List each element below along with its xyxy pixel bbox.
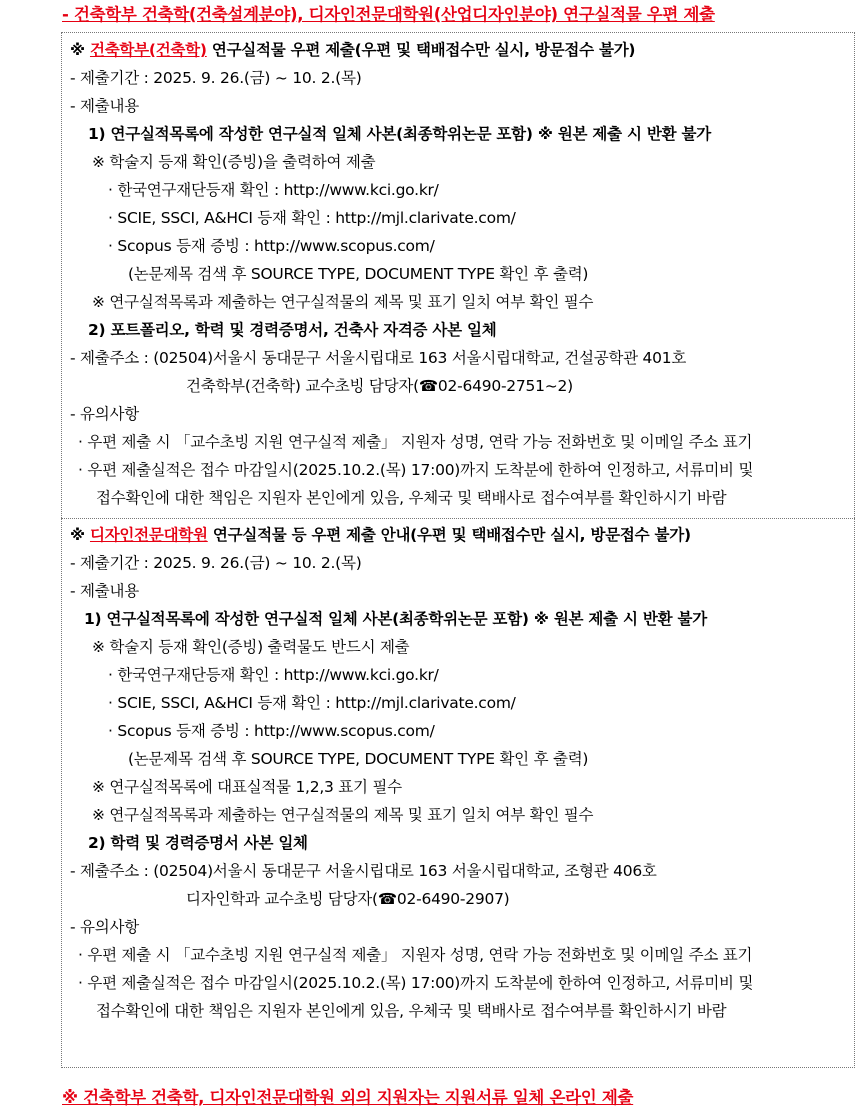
sec1-scopus: · Scopus 등재 증빙 : http://www.scopus.com/	[108, 237, 435, 255]
sec2-scie: · SCIE, SSCI, A&HCI 등재 확인 : http://mjl.clarivate.com/	[108, 694, 516, 712]
sec1-item2: 2) 포트폴리오, 학력 및 경력증명서, 건축사 자격증 사본 일체	[88, 321, 497, 339]
sec1-scie: · SCIE, SSCI, A&HCI 등재 확인 : http://mjl.clarivate.com/	[108, 209, 516, 227]
sec2-search: (논문제목 검색 후 SOURCE TYPE, DOCUMENT TYPE 확인 후 출력)	[128, 750, 589, 768]
sec1-dept: 건축학부(건축학)	[89, 41, 207, 59]
sec2-scopus: · Scopus 등재 증빙 : http://www.scopus.com/	[108, 722, 435, 740]
sec2-mark: ※	[70, 526, 90, 544]
sec1-mark: ※	[70, 41, 90, 59]
sec2-caution3: 접수확인에 대한 책임은 지원자 본인에게 있음, 우체국 및 택배사로 접수여부를 확인하시기 바람	[96, 1002, 727, 1020]
sec2-period: - 제출기간 : 2025. 9. 26.(금) ~ 10. 2.(목)	[70, 554, 362, 572]
sec1-caution1: · 우편 제출 시 「교수초빙 지원 연구실적 제출」 지원자 성명, 연락 가능 전화번호 및 이메일 주소 표기	[78, 433, 753, 451]
sec1-caution-label: - 유의사항	[70, 405, 139, 423]
sec2-kci: · 한국연구재단등재 확인 : http://www.kci.go.kr/	[108, 666, 439, 684]
sec2-item1: 1) 연구실적목록에 작성한 연구실적 일체 사본(최종학위논문 포함) ※ 원본 제출 시 반환 불가	[84, 610, 707, 628]
sec2-caution-label: - 유의사항	[70, 918, 139, 936]
sec1-caution3: 접수확인에 대한 책임은 지원자 본인에게 있음, 우체국 및 택배사로 접수여부를 확인하시기 바람	[96, 489, 727, 507]
sec2-content-label: - 제출내용	[70, 582, 139, 600]
sec2-heading	[70, 523, 691, 547]
sec2-address1: - 제출주소 : (02504)서울시 동대문구 서울시립대로 163 서울시립대학교, 조형관 406호	[70, 862, 657, 880]
sec1-item1: 1) 연구실적목록에 작성한 연구실적 일체 사본(최종학위논문 포함) ※ 원본 제출 시 반환 불가	[88, 125, 711, 143]
sec2-caution1: · 우편 제출 시 「교수초빙 지원 연구실적 제출」 지원자 성명, 연락 가능 전화번호 및 이메일 주소 표기	[78, 946, 753, 964]
sec1-kci: · 한국연구재단등재 확인 : http://www.kci.go.kr/	[108, 181, 439, 199]
sec2-note1: ※ 학술지 등재 확인(증빙) 출력물도 반드시 제출	[92, 638, 410, 656]
sec2-caution2: · 우편 제출실적은 접수 마감일시(2025.10.2.(목) 17:00)까지 도착분에 한하여 인정하고, 서류미비 및	[78, 974, 754, 992]
sec1-caution2: · 우편 제출실적은 접수 마감일시(2025.10.2.(목) 17:00)까지 도착분에 한하여 인정하고, 서류미비 및	[78, 461, 754, 479]
sec1-address2: 건축학부(건축학) 교수초빙 담당자(☎02-6490-2751~2)	[186, 377, 573, 395]
section-divider	[61, 518, 855, 519]
sec2-dept: 디자인전문대학원	[89, 526, 208, 544]
sec1-address1: - 제출주소 : (02504)서울시 동대문구 서울시립대로 163 서울시립대학교, 건설공학관 401호	[70, 349, 687, 367]
sec1-content-label: - 제출내용	[70, 97, 139, 115]
sec1-note2: ※ 연구실적목록과 제출하는 연구실적물의 제목 및 표기 일치 여부 확인 필수	[92, 293, 594, 311]
sec1-search: (논문제목 검색 후 SOURCE TYPE, DOCUMENT TYPE 확인 후 출력)	[128, 265, 589, 283]
sec1-heading-rest: 연구실적물 우편 제출(우편 및 택배접수만 실시, 방문접수 불가)	[206, 41, 636, 59]
sec2-heading-rest: 연구실적물 등 우편 제출 안내(우편 및 택배접수만 실시, 방문접수 불가)	[207, 526, 691, 544]
sec1-period: - 제출기간 : 2025. 9. 26.(금) ~ 10. 2.(목)	[70, 69, 362, 87]
top-title: - 건축학부 건축학(건축설계분야), 디자인전문대학원(산업디자인분야) 연구실적물 우편 제출	[62, 5, 715, 24]
bottom-title: ※ 건축학부 건축학, 디자인전문대학원 외의 지원자는 지원서류 일체 온라인 제출	[62, 1088, 634, 1107]
sec2-note3: ※ 연구실적목록과 제출하는 연구실적물의 제목 및 표기 일치 여부 확인 필수	[92, 806, 594, 824]
sec2-note2: ※ 연구실적목록에 대표실적물 1,2,3 표기 필수	[92, 778, 402, 796]
sec2-item2: 2) 학력 및 경력증명서 사본 일체	[88, 834, 308, 852]
sec1-note1: ※ 학술지 등재 확인(증빙)을 출력하여 제출	[92, 153, 376, 171]
sec2-address2: 디자인학과 교수초빙 담당자(☎02-6490-2907)	[186, 890, 510, 908]
sec1-heading	[70, 38, 635, 62]
